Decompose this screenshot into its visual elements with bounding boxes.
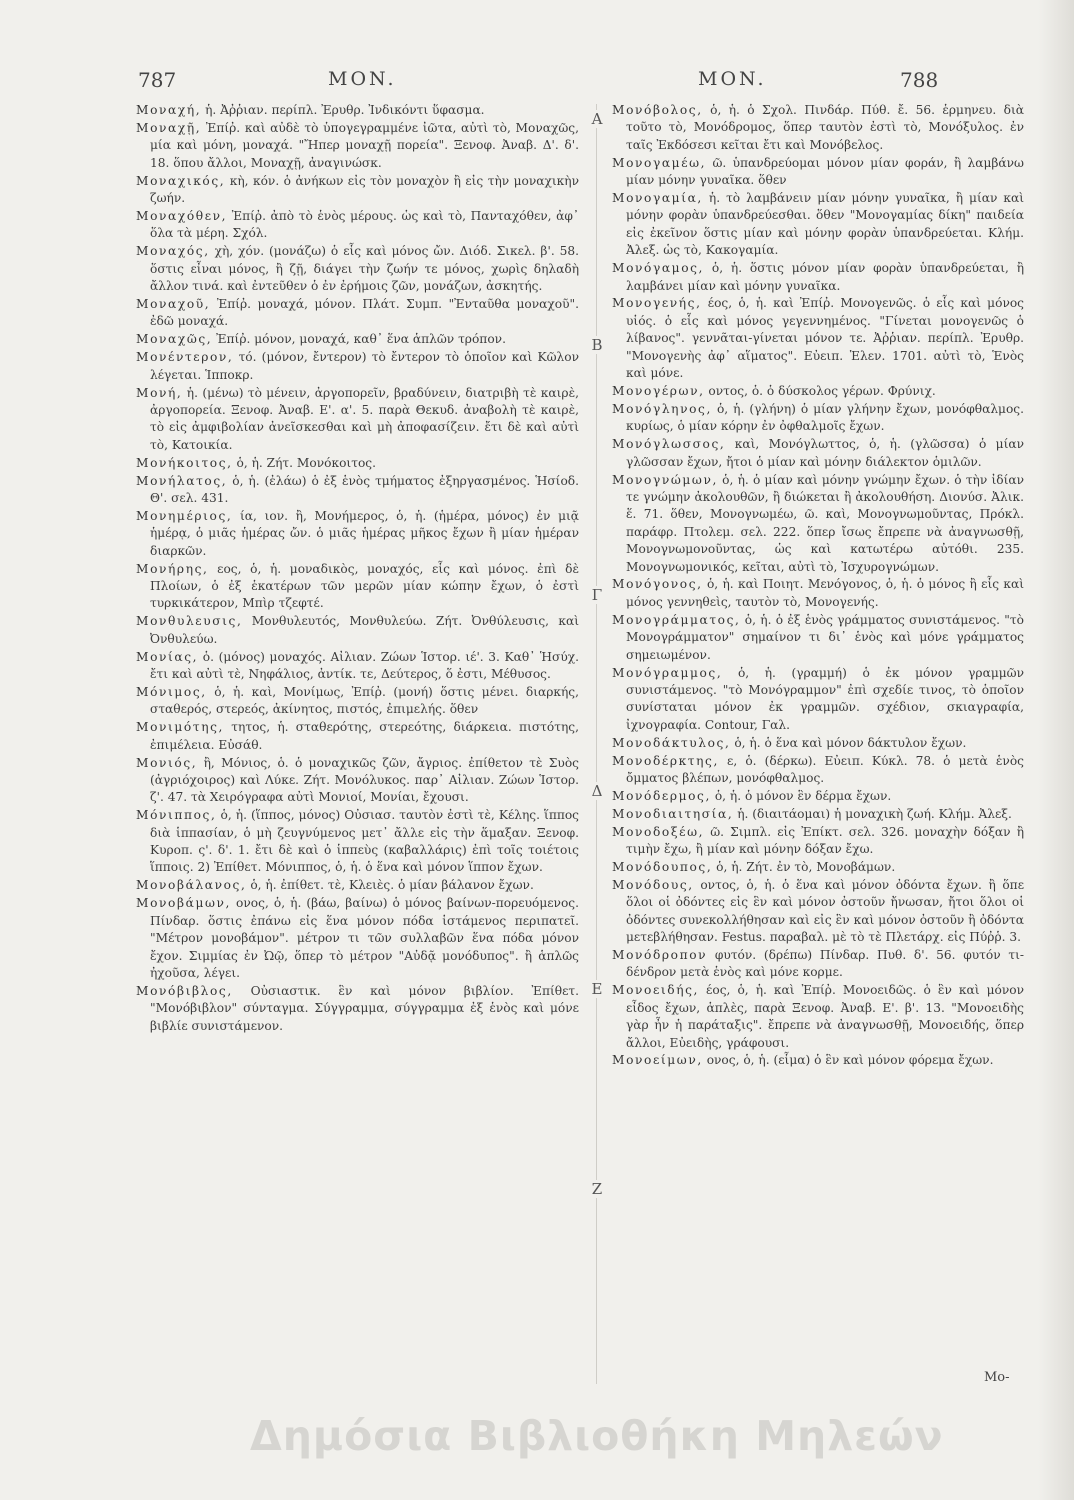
entry-headword: Μονογνώμων, [612, 472, 718, 487]
entry-headword: Μονόδερμος, [612, 788, 711, 803]
entry-headword: Μονόδους, [612, 877, 694, 892]
entry-definition: ὁ, ἡ. ὁ Σχολ. Πινδάρ. Πύθ. ἔ. 56. ἑρμηνευ. διὰ τοῦτο τὸ, Μονόδρομος, ὅπερ ταυτὸν ἐστὶ τὸ, Μονόξυλος. ἐν ταῖς Ἐκδόσεσι κεῖται ἔτι καὶ Μονόβελος. [626, 103, 1024, 152]
dictionary-entry [136, 102, 579, 119]
dictionary-entry [612, 383, 1024, 400]
catchword: Μο- [984, 1370, 1010, 1385]
dictionary-entry [136, 719, 579, 754]
dictionary-entry [612, 155, 1024, 190]
entry-headword: Μονογέρων, [612, 384, 705, 398]
entry-definition: ἢ, Μόνιος, ὁ. ὁ μοναχικῶς ζῶν, ἄγριος. ἐπίθετον τὲ Συὸς (ἀγριόχοιρος) καὶ Λύκε. Ζήτ. Μονόλυκος. παρ᾽ Αἰλιαν. Ζώων Ἱστορ. ζ'. 47. τὰ Χειρόγραφα αὐτὶ Μονιοί, Μονίαι, ἔχουσι. [150, 755, 579, 805]
entry-headword: Μονημέριος, [136, 508, 233, 523]
entry-headword: Μονοδιαιτησία, [612, 806, 734, 821]
dictionary-entry [612, 576, 1024, 611]
entry-definition: ῶ. Σιμπλ. εἰς Ἐπίκτ. σελ. 326. μοναχὴν δόξαν ἢ τιμὴν ἔχω, ἢ μίαν καὶ μόνην δόξαν ἔχω. [626, 824, 1025, 857]
entry-definition: κὴ, κόν. ὁ ἀνήκων εἰς τὸν μοναχὸν ἢ εἰς τὴν μοναχικὴν ζωήν. [150, 173, 579, 206]
entry-definition: ὁ, ἡ. Ζήτ. Μονόκοιτος. [236, 455, 376, 470]
page-edge-shadow [1038, 0, 1074, 1500]
entry-headword: Μονιμότης, [136, 720, 225, 735]
entry-headword: Μονόβολος, [612, 103, 703, 117]
margin-section-letters [586, 100, 608, 1400]
dictionary-entry [136, 331, 579, 348]
entry-definition: Ἐπίῤ. ἀπὸ τὸ ἑνὸς μέρους. ὡς καὶ τὸ, Πανταχόθεν, ἀφ᾽ ὅλα τὰ μέρη. Σχόλ. [150, 208, 579, 241]
left-column [136, 102, 579, 1036]
margin-letter: Δ [586, 782, 608, 800]
entry-definition: ὁ, ἡ. ὁ ἕνα καὶ μόνον δάκτυλον ἔχων. [734, 735, 967, 750]
dictionary-entry [612, 665, 1024, 735]
entry-headword: Μονέντερον, [136, 350, 234, 365]
dictionary-entry [136, 561, 579, 613]
entry-definition: χὴ, χόν. (μονάζω) ὁ εἷς καὶ μόνος ὤν. Διόδ. Σικελ. β'. 58. ὅστις εἶναι μόνος, ἢ ζῇ, διάγει τὴν ζωήν τε μόνος, χωρὶς δηλαδὴ ἄλλον τινά. καὶ ἐντεῦθεν ὁ ἐν ἐρήμοις ζῶν, μονάζων, ἀσκητής. [150, 244, 579, 294]
dictionary-entry [612, 190, 1024, 260]
entry-headword: Μονοδάκτυλος, [612, 735, 731, 750]
entry-headword: Μονόβιβλος, [136, 983, 233, 998]
entry-headword: Μοναχός, [136, 244, 210, 259]
entry-definition: οντος, ὁ. ὁ δύσκολος γέρων. Φρύνιχ. [708, 384, 936, 398]
entry-headword: Μονοδέρκτης, [612, 753, 719, 768]
dictionary-entry [612, 436, 1024, 471]
entry-definition: Οὐσιαστικ. ἓν καὶ μόνον βιβλίον. Ἐπίθετ. "Μονόβιβλον" σύνταγμα. Σύγγραμμα, σύγγραμμα ἐξ ἑνὸς καὶ μόνε βιβλίε συνιστάμενον. [150, 983, 580, 1033]
entry-headword: Μοναχικός, [136, 173, 226, 188]
dictionary-entry [136, 473, 579, 508]
entry-headword: Μοναχῶς, [136, 332, 213, 347]
entry-definition: ὁ. (μόνος) μοναχός. Αἰλιαν. Ζώων Ἱστορ. ιέ'. 3. Καθ᾽ Ἡσύχ. ἔτι καὶ αὐτὶ τὲ, Νηφάλιος, ἀντίκ. τε, Δεύτερος, ὅ ἐστι, Μέθυσος. [150, 649, 580, 681]
dictionary-entry [136, 895, 579, 982]
entry-definition: Μονθυλευτός, Μονθυλεύω. Ζήτ. Ὀνθύλευσις, καὶ Ὀνθυλεύω. [150, 614, 579, 646]
dictionary-entry [136, 349, 579, 384]
entry-definition: ονος, ὁ, ἡ. (εἷμα) ὁ ἓν καὶ μόνον φόρεμα ἔχων. [706, 1053, 994, 1068]
dictionary-entry [612, 947, 1024, 982]
margin-letter: Ζ [586, 1180, 608, 1198]
dictionary-entry [612, 612, 1024, 664]
entry-headword: Μονόγραμμος, [612, 665, 723, 680]
dictionary-entry [136, 649, 579, 684]
margin-letter: Α [586, 110, 608, 128]
entry-definition: ὁ, ἡ. ἐπίθετ. τὲ, Κλειὲς. ὁ μίαν βάλανον ἔχων. [250, 878, 534, 893]
entry-headword: Μονοειδής, [612, 983, 699, 998]
entry-headword: Μονόγαμος, [612, 261, 705, 276]
entry-definition: ὁ, ἡ. ὅστις μόνον μίαν φορὰν ὑπανδρεύεται, ἢ λαμβάνει μίαν καὶ μόνην γυναῖκα. [626, 261, 1024, 293]
dictionary-entry [136, 208, 579, 243]
entry-definition: ὁ, ἡ. Ζήτ. ἐν τὸ, Μονοβάμων. [716, 859, 896, 874]
entry-definition: ὁ, ἡ. ὁ μίαν καὶ μόνην γνώμην ἔχων. ὁ τὴν ἰδίαν τε γνώμην ἀκολουθῶν, ἢ διώκεται ἢ ἀκολουθήση. Διονύσ. Ἀλικ. ἕ. 71. ὅθεν, Μονογνωμέω, ῶ. καὶ, Μονογνωμοῦντας, Πρόκλ. παράφρ. Πτολεμ. σελ. 222. ὅπερ ἴσως ἔπρεπε νὰ ἀναγνωσθῇ, Μονογνωμονοῦντας, ὡς καὶ κατωτέρω αὐτόθι. 235. Μονογνωμονικός, κεῖται, αὐτὶ τὸ, Ἰσχυρογνώμων. [626, 472, 1025, 574]
entry-definition: ὁ, ἡ. καὶ Ποιητ. Μενόγονος, ὁ, ἡ. ὁ μόνος ἢ εἷς καὶ μόνος γεννηθεὶς, ταυτὸν τὸ, Μονογενής. [626, 577, 1024, 609]
entry-headword: Μονόγληνος, [612, 401, 712, 416]
entry-definition: Ἐπίῤ. καὶ αὐδὲ τὸ ὑπογεγραμμένε ἰῶτα, αὐτὶ τὸ, Μοναχῶς, μία καὶ μόνη, μοναχά. "Ἤπερ μοναχῇ πορεία". Ξενοφ. Ἀναβ. Δ'. δ'. 18. ὅπου ἄλλοι, Μοναχῇ, ἀναγινώσκ. [150, 120, 579, 170]
dictionary-entry [136, 508, 579, 560]
dictionary-entry [136, 983, 579, 1035]
dictionary-entry [136, 613, 579, 648]
left-running-headword: MON. [328, 68, 397, 90]
dictionary-entry [136, 755, 579, 807]
entry-definition: έος, ὁ, ἡ. καὶ Ἐπίῤ. Μονοειδῶς. ὁ ἓν καὶ μόνον εἶδος ἔχων, ἁπλὲς, παρὰ Ξενοφ. Ἀναβ. Ε'. β'. 13. "Μονοειδὴς γὰρ ἦν ἡ παράταξις". ἔπρεπε νὰ ἀναγνωσθῇ, Μονοειδής, ὅπερ ἄλλοι, Εὐειδὴς, γράφουσι. [626, 983, 1024, 1050]
dictionary-entry [612, 824, 1024, 859]
dictionary-entry [136, 120, 579, 172]
entry-headword: Μονόδροπον [612, 948, 708, 962]
dictionary-entry [612, 735, 1024, 752]
left-page-number: 787 [138, 68, 177, 92]
dictionary-entry [612, 1052, 1024, 1069]
dictionary-entry [136, 684, 579, 719]
entry-headword: Μοναχοῦ, [136, 296, 211, 311]
entry-definition: ε, ὁ. (δέρκω). Εὐειπ. Κύκλ. 78. ὁ μετὰ ἑνὸς ὄμματος βλέπων, μονόφθαλμος. [626, 753, 1024, 785]
entry-headword: Μοναχόθεν, [136, 208, 228, 223]
entry-headword: Μόνιππος, [136, 808, 217, 823]
entry-definition: ἡ. Ἀῤῥιαν. περίπλ. Ἐρυθρ. Ἰνδικόντι ὕφασμα. [205, 103, 485, 117]
entry-definition: φυτόν. (δρέπω) Πίνδαρ. Πυθ. δ'. 56. φυτόν τι-δένδρον μετὰ ἑνὸς καὶ μόνε κορμε. [626, 948, 1025, 980]
entry-definition: ὁ, ἡ. (γλήνη) ὁ μίαν γλήνην ἔχων, μονόφθαλμος. κυρίως, ὁ μίαν κόρην ἐν ὀφθαλμοῖς ἔχων. [626, 401, 1024, 434]
entry-headword: Μονόδουπος, [612, 859, 713, 874]
margin-letter: Β [586, 336, 608, 354]
dictionary-entry [612, 788, 1024, 805]
running-header [138, 62, 939, 98]
dictionary-entry [612, 260, 1024, 295]
dictionary-entry [136, 243, 579, 295]
dictionary-entry [136, 385, 579, 455]
dictionary-entry [136, 173, 579, 208]
dictionary-entry [136, 807, 579, 877]
dictionary-entry [612, 877, 1024, 947]
library-watermark: Δημόσια Βιβλιοθήκη Μηλεών [250, 1412, 944, 1460]
entry-headword: Μονοβάλανος, [136, 878, 247, 893]
entry-definition: καὶ, Μονόγλωττος, ὁ, ἡ. (γλῶσσα) ὁ μίαν γλῶσσαν ἔχων, ἤτοι ὁ μίαν καὶ μόνην διάλεκτον ὁμιλῶν. [626, 437, 1024, 469]
dictionary-entry [136, 296, 579, 331]
margin-letter: Ε [586, 980, 608, 998]
entry-headword: Μονογενής, [612, 296, 702, 311]
entry-headword: Μονήλατος, [136, 473, 228, 488]
entry-definition: τό. (μόνον, ἔντερον) τὸ ἔντερον τὸ ὁποῖον καὶ Κῶλον λέγεται. Ἱπποκρ. [150, 350, 579, 382]
entry-definition: εος, ὁ, ἡ. μοναδικὸς, μοναχός, εἷς καὶ μόνος. ἐπὶ δὲ Πλοίων, ὁ ἐξ ἑκατέρων τῶν μερῶν μίαν κώπην ἔχων, ὁ ἐστὶ τυρκικάτερον, Μπὶρ τζεφτέ. [150, 561, 579, 611]
dictionary-entry [612, 295, 1024, 382]
entry-definition: ἡ. (διαιτάομαι) ἡ μοναχικὴ ζωή. Κλήμ. Ἀλεξ. [737, 806, 1012, 821]
entry-headword: Μονήρης, [136, 561, 209, 576]
entry-definition: ἡ. (μένω) τὸ μένειν, ἀργοπορεῖν, βραδύνειν, διατριβὴ τὲ καιρὲ, ἀργοπορεία. Ξενοφ. Ἀναβ. Ε'. α'. 5. παρὰ Θεκυδ. ἀναβολὴ τὲ καιρὲ, τὸ εἰς ἀμφιβολίαν ἀνεῖσκεσθαι καὶ μὴ ἀποφασίζειν. ἔτι δὲ καὶ αὐτὶ τὸ, Κατοικία. [150, 385, 579, 452]
entry-definition: ἡ. τὸ λαμβάνειν μίαν μόνην γυναῖκα, ἢ μίαν καὶ μόνην φορὰν ὑπανδρεύεσθαι. ὅθεν "Μονογαμίας δίκη" παιδεία εἰς ἐκεῖνον ὅστις μίαν καὶ μόνην φορὰν ὑπανδρεύεται. Κλήμ. Ἀλεξ. ὡς τὸ, Κακογαμία. [626, 191, 1025, 258]
margin-letter: Γ [586, 586, 608, 604]
dictionary-entry [612, 401, 1024, 436]
entry-headword: Μοναχῇ, [136, 120, 202, 135]
entry-definition: ῶ. ὑπανδρεύομαι μόνον μίαν φοράν, ἢ λαμβάνω μίαν μόνην γυναῖκα. ὅθεν [626, 155, 1024, 188]
entry-definition: έος, ὁ, ἡ. καὶ Ἐπίῤ. Μονογενῶς. ὁ εἷς καὶ μόνος υἱός. ὁ εἷς καὶ μόνος γεγεννημένος. "Γίνεται μονογενῶς ὁ λίβανος". γεννᾶται-γίνεται μόνον τε. Ἀῤῥιαν. περίπλ. Ἐρυθρ. "Μονογενὴς ἀφ᾽ αἵματος". Εὐειπ. Ἑλεν. 1701. αὐτὶ τὸ, Ἑνὸς καὶ μόνε. [626, 296, 1025, 381]
entry-definition: ία, ιον. ἢ, Μονήμερος, ὁ, ἡ. (ἡμέρα, μόνος) ἐν μιᾷ ἡμέρᾳ, ὁ μιᾶς ἡμέρας ὤν. ὁ μιᾶς ἡμέρας μῆκος ἔχων ἢ μίαν ἡμέραν διαρκῶν. [150, 508, 580, 558]
entry-definition: Ἐπίῤ. μοναχά, μόνον. Πλάτ. Συμπ. "Ἐνταῦθα μοναχοῦ". ἐδῶ μοναχά. [150, 296, 579, 329]
entry-headword: Μοναχή, [136, 103, 202, 117]
entry-headword: Μονίας, [136, 649, 199, 664]
dictionary-entry [612, 982, 1024, 1052]
entry-definition: ὁ, ἡ. (γραμμή) ὁ ἐκ μόνον γραμμῶν συνιστάμενος. "τὸ Μονόγραμμον" ἐπὶ σχεδίε τινος, τὸ ὁποῖον συνίσταται μόνον ἐκ γραμμῶν. σχέδιον, σκιαγραφία, ἰχνογραφία. Contour, Γαλ. [626, 665, 1025, 732]
entry-headword: Μονοδοξέω, [612, 824, 705, 839]
right-page-number: 788 [900, 68, 939, 92]
entry-headword: Μονή, [136, 385, 183, 400]
entry-headword: Μονοβάμων, [136, 896, 231, 911]
entry-definition: οντος, ὁ, ἡ. ὁ ἕνα καὶ μόνον ὀδόντα ἔχων. ἢ ὅπε ὅλοι οἱ ὀδόντες εἰς ἓν καὶ μόνον ὀστοῦν ἤνωσαν, ἤτοι ὅλοι οἱ ὀδόντες συνεκολλήθησαν καὶ εἰς ἓν καὶ μόνον ὀστοῦν ἢ ὀδόντα μετεβλήθησαν. Festus. παραβαλ. μὲ τὸ τὲ Πλετάρχ. εἰς Πύῤῥ. 3. [626, 877, 1025, 945]
entry-definition: ονος, ὁ, ἡ. (βάω, βαίνω) ὁ μόνος βαίνων-πορευόμενος. Πίνδαρ. ὅστις ἐπάνω εἰς ἕνα μόνον πόδα ἱστάμενος περιπατεῖ. "Μέτρον μονοβάμον". μέτρον τι τῶν συλλαβῶν ἕνα πόδα μόνον ἔχον. Σιμμίας ἐν Ὠῷ, ὅπερ τὸ μέτρον "Αὐδᾷ μονόδυπος". ἢ ἁπλῶς ἠχοῦσα, λέγει. [150, 896, 579, 980]
entry-definition: Ἐπίῤ. μόνον, μοναχά, καθ᾽ ἕνα ἁπλῶν τρόπον. [216, 332, 506, 347]
entry-definition: ὁ, ἡ. (ἵππος, μόνος) Οὐσιασ. ταυτὸν ἐστὶ τὲ, Κέλης. ἵππος διὰ ἱππασίαν, ὁ μὴ ζευγνύμενος μετ᾽ ἄλλε εἰς τὴν ἅμαξαν. Ξενοφ. Κυροπ. ς'. δ'. 1. ἔτι δὲ καὶ ὁ ἱππεὺς (καβαλλάρις) ἐπὶ τοῖς τοιέτοις ἵπποις. 2) Ἐπίθετ. Μόνιππος, ὁ, ἡ. ὁ ἕνα καὶ μόνον ἵππον ἔχων. [150, 808, 579, 875]
entry-definition: ὁ, ἡ. ὁ ἐξ ἑνὸς γράμματος συνιστάμενος. "τὸ Μονογράμματον" σημαίνον τι δι᾽ ἑνὸς καὶ μόνε γράμματος σημειωμένον. [626, 612, 1024, 662]
right-column [612, 102, 1024, 1070]
entry-headword: Μονήκοιτος, [136, 455, 233, 470]
entry-headword: Μόνιμος, [136, 684, 207, 699]
dictionary-entry [612, 472, 1024, 576]
entry-definition: ὁ, ἡ. (ἐλάω) ὁ ἐξ ἑνὸς τμήματος ἐξηργασμένος. Ἡσίοδ. Θ'. σελ. 431. [150, 473, 579, 505]
dictionary-entry [612, 753, 1024, 788]
right-running-headword: MON. [698, 68, 767, 90]
dictionary-entry [136, 455, 579, 472]
entry-headword: Μονόγονος, [612, 577, 703, 592]
entry-headword: Μονογαμία, [612, 191, 703, 206]
entry-headword: Μονθυλευσις, [136, 614, 243, 629]
entry-headword: Μονόγλωσσος, [612, 437, 726, 452]
entry-definition: ὁ, ἡ. καὶ, Μονίμως, Ἐπίῤ. (μονή) ὅστις μένει. διαρκής, σταθερός, στερεός, ἀκίνητος, πιστός, ἐπιμελής. ὅθεν [150, 684, 579, 717]
entry-definition: τητος, ἡ. σταθερότης, στερεότης, διάρκεια. πιστότης, ἐπιμέλεια. Εὐσάθ. [150, 720, 579, 752]
entry-headword: Μονογαμέω, [612, 155, 707, 170]
entry-definition: ὁ, ἡ. ὁ μόνον ἓν δέρμα ἔχων. [714, 788, 892, 803]
dictionary-entry [612, 859, 1024, 876]
entry-headword: Μονογράμματος, [612, 612, 741, 627]
dictionary-entry [612, 806, 1024, 823]
entry-headword: Μονιός, [136, 755, 198, 770]
entry-headword: Μονοείμων, [612, 1053, 703, 1068]
dictionary-entry [136, 877, 579, 894]
dictionary-entry [612, 102, 1024, 154]
